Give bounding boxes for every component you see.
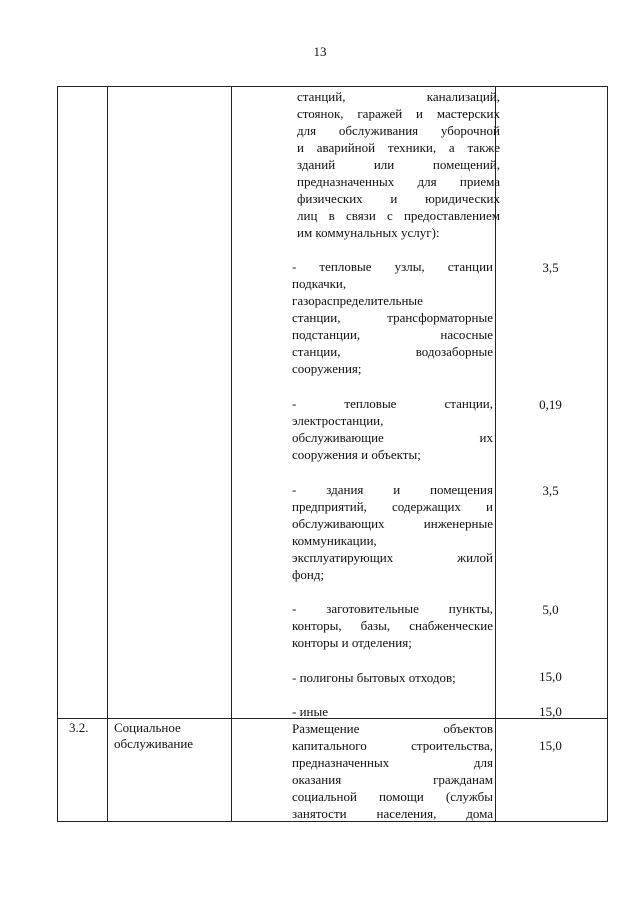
- list-item: [292, 600, 493, 651]
- coefficient-value: 3,5: [542, 260, 559, 275]
- text-line: подстанции, насосные: [292, 327, 493, 342]
- text-line: социальной помощи (службы: [292, 789, 493, 804]
- table-border-right: [607, 86, 608, 822]
- text-line: - тепловые станции,: [292, 396, 493, 411]
- text-line: занятости населения, дома: [292, 806, 493, 821]
- coefficient-value: 15,0: [539, 738, 562, 753]
- text-line: предприятий, содержащих и: [292, 499, 493, 514]
- text-line: для обслуживания уборочной: [297, 123, 500, 138]
- text-line: обслуживающие их: [292, 430, 493, 445]
- page-number: 13: [313, 44, 327, 59]
- text-line: - тепловые узлы, станции: [292, 259, 493, 274]
- text-line: газораспределительные: [292, 293, 423, 308]
- text-line: станции, трансформаторные: [292, 310, 493, 325]
- land-use-name: [114, 720, 229, 752]
- list-item: [292, 703, 493, 720]
- text-line: - здания и помещения: [292, 482, 493, 497]
- list-item: [292, 669, 493, 686]
- text-line: Социальное: [114, 720, 181, 735]
- text-line: - иные: [292, 704, 328, 719]
- text-line: оказания гражданам: [292, 772, 493, 787]
- list-item: [292, 395, 493, 463]
- text-line: конторы и отделения;: [292, 635, 412, 650]
- text-line: физических и юридических: [297, 191, 500, 206]
- text-line: сооружения и объекты;: [292, 447, 421, 462]
- text-line: лиц в связи с предоставлением: [297, 208, 500, 223]
- coefficient-value: 3,5: [542, 483, 559, 498]
- text-line: зданий или помещений,: [297, 157, 500, 172]
- text-line: стоянок, гаражей и мастерских: [297, 106, 500, 121]
- table-border-left: [57, 86, 58, 822]
- coefficient-value: 15,0: [539, 704, 562, 719]
- text-line: предназначенных для приема: [297, 174, 500, 189]
- table-col-divider-2: [231, 86, 232, 822]
- land-use-description: [292, 720, 493, 822]
- text-line: - заготовительные пункты,: [292, 601, 493, 616]
- text-line: Размещение объектов: [292, 721, 493, 736]
- coefficient-value: 5,0: [542, 602, 559, 617]
- list-item: [292, 258, 493, 377]
- text-line: электростанции,: [292, 413, 384, 428]
- text-line: эксплуатирующих жилой: [292, 550, 493, 565]
- coefficient-value: 15,0: [539, 669, 562, 684]
- text-line: и аварийной техники, а также: [297, 140, 500, 155]
- text-line: капитального строительства,: [292, 738, 493, 753]
- text-line: сооружения;: [292, 361, 362, 376]
- text-line: обслуживание: [114, 736, 194, 751]
- coefficient-value: 0,19: [539, 397, 562, 412]
- land-use-table: [57, 86, 608, 822]
- table-border-top: [57, 86, 608, 87]
- text-line: станции, водозаборные: [292, 344, 493, 359]
- text-line: им коммунальных услуг):: [297, 225, 440, 240]
- text-line: обслуживающих инженерные: [292, 516, 493, 531]
- list-item: [292, 481, 493, 583]
- row-number: 3.2.: [69, 720, 89, 735]
- text-line: - полигоны бытовых отходов;: [292, 670, 456, 685]
- text-line: коммуникации,: [292, 533, 377, 548]
- text-line: станций, канализаций,: [297, 89, 500, 104]
- table-col-divider-1: [107, 86, 108, 822]
- text-line: предназначенных для: [292, 755, 493, 770]
- continuation-intro: [297, 88, 500, 241]
- text-line: конторы, базы, снабженческие: [292, 618, 493, 633]
- text-line: подкачки,: [292, 276, 347, 291]
- text-line: фонд;: [292, 567, 325, 582]
